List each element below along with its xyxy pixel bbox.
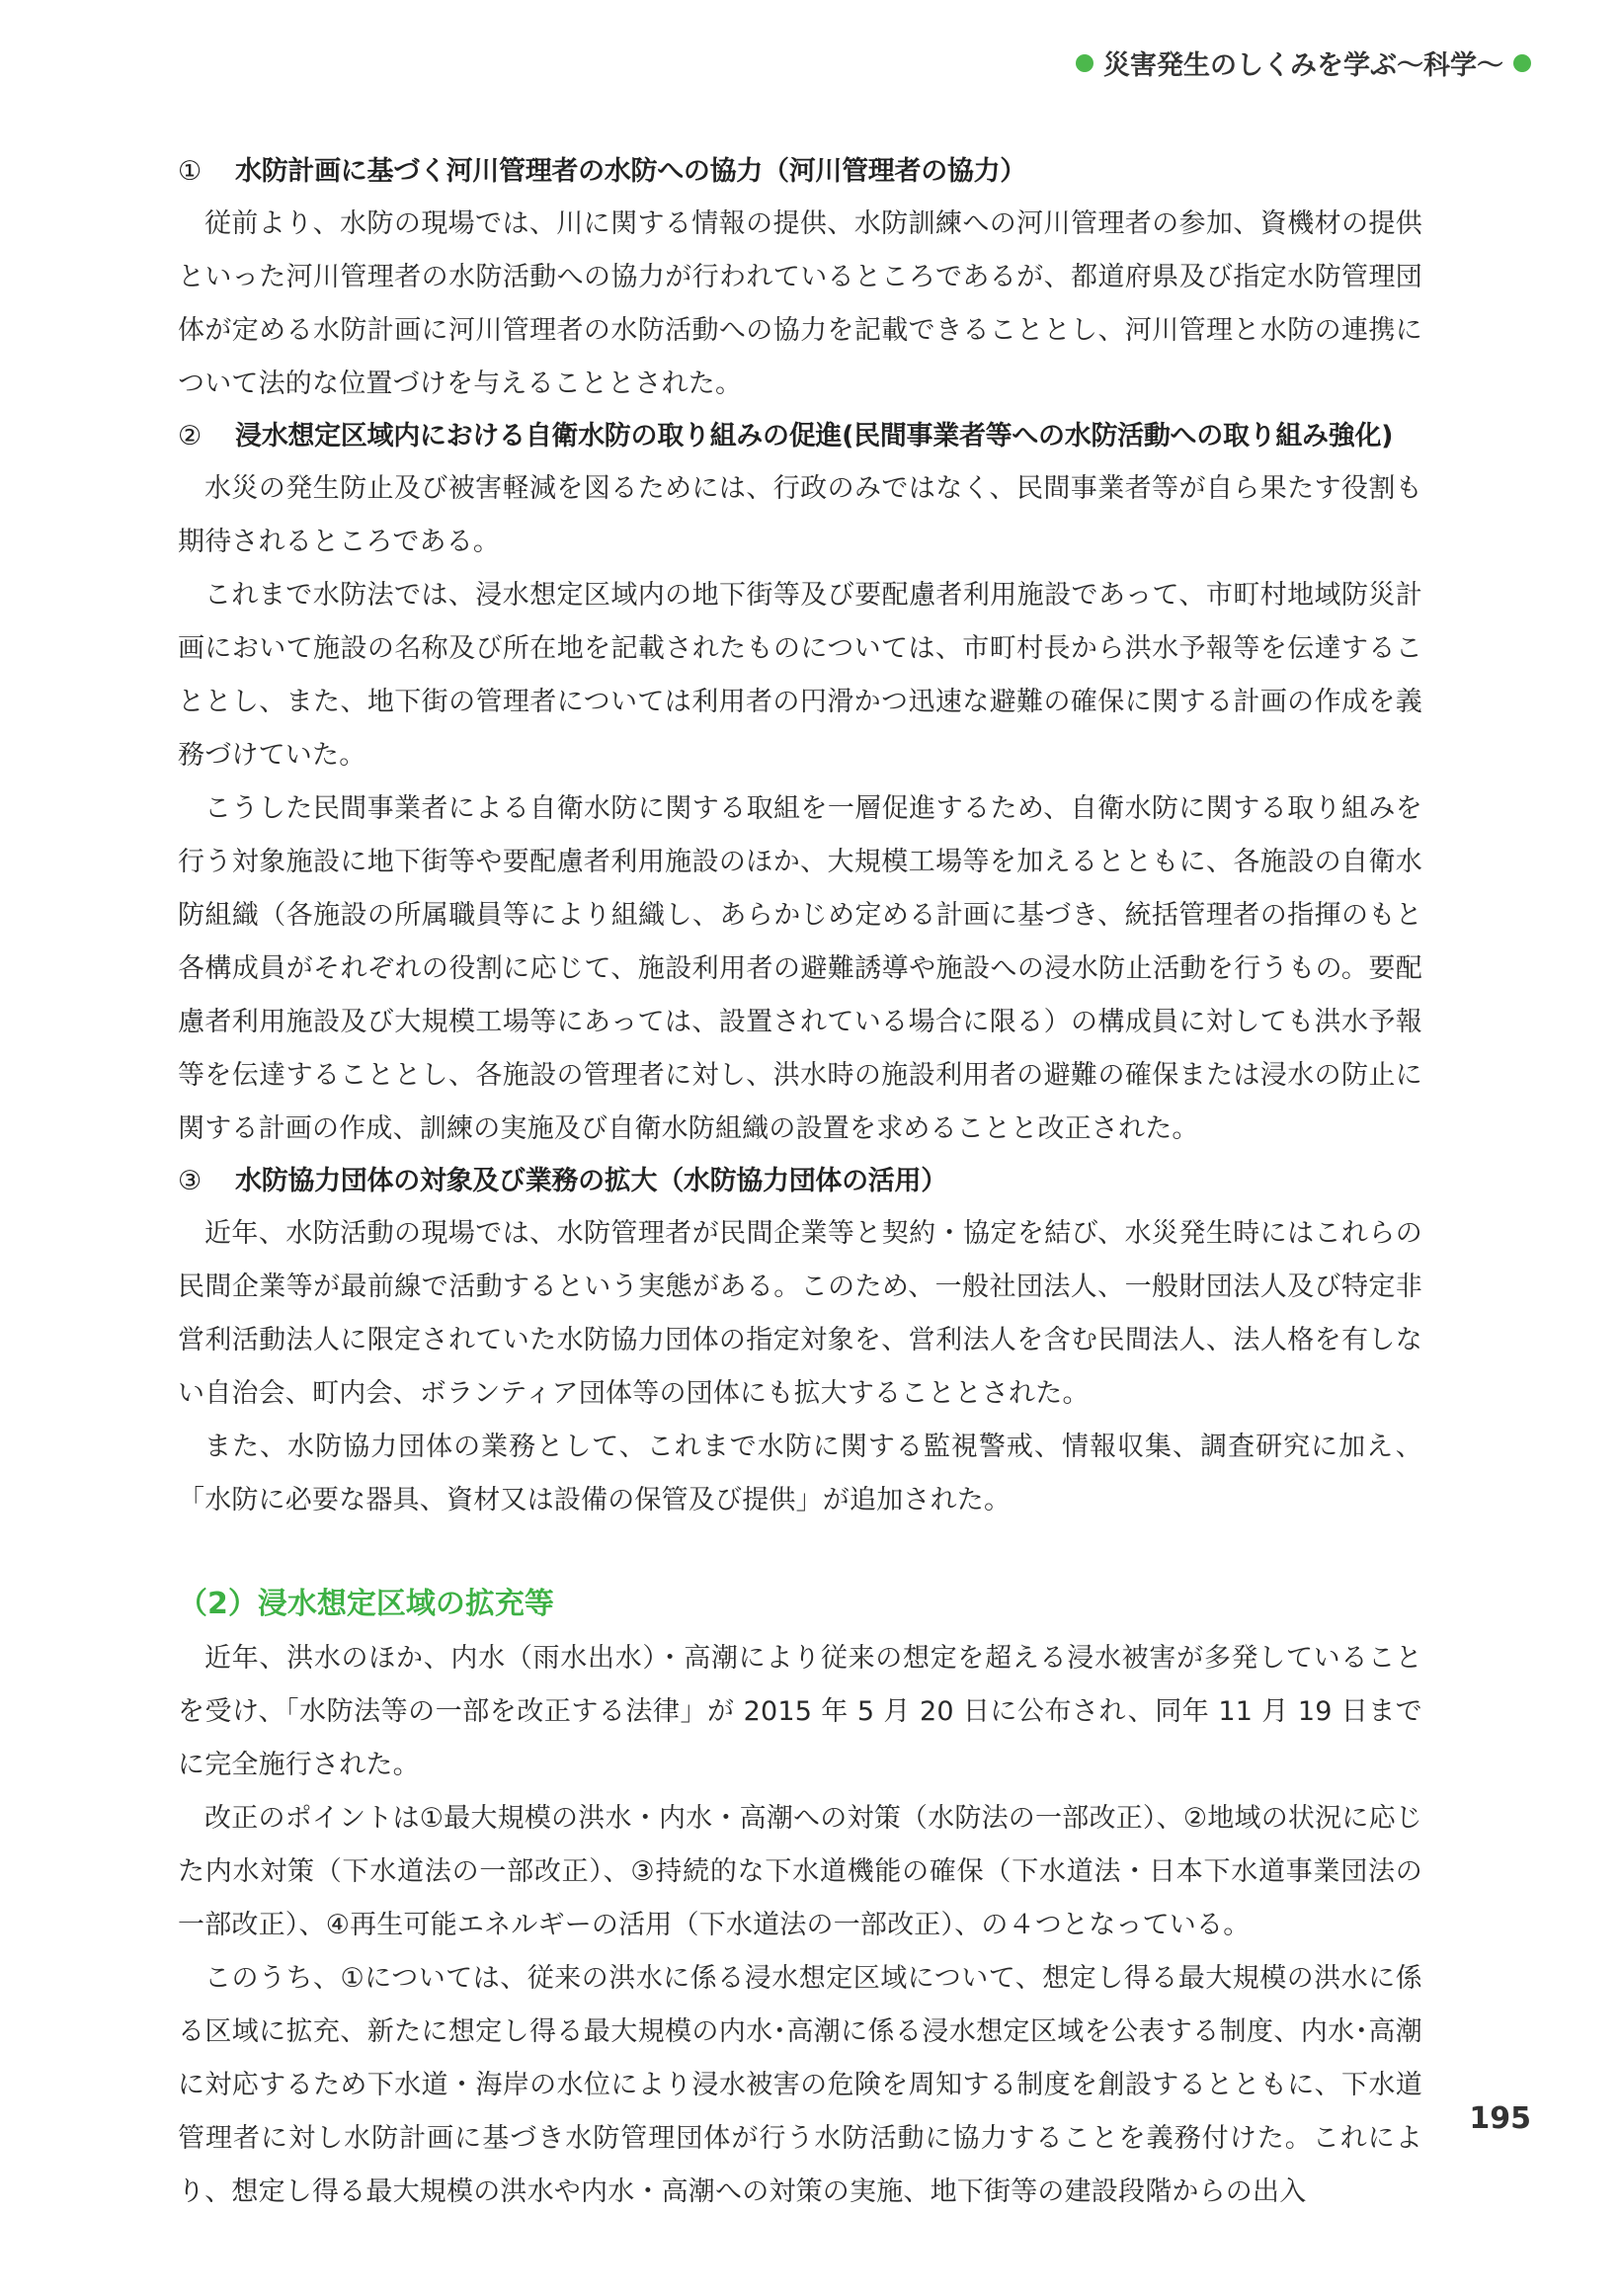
paragraph: 近年、洪水のほか、内水（雨水出水）・高潮により従来の想定を超える浸水被害が多発していることを受け、「水防法等の一部を改正する法律」が 2015 年 5 月 20 日に公布され、同年 11 月 19 日までに完全施行された。	[178, 1643, 1422, 1780]
subsection-heading-3: ③ 水防協力団体の対象及び業務の拡大（水防協力団体の活用）	[178, 1166, 947, 1196]
paragraph: 改正のポイントは①最大規模の洪水・内水・高潮への対策（水防法の一部改正）、②地域の状況に応じた内水対策（下水道法の一部改正）、③持続的な下水道機能の確保（下水道法・日本下水道事業団法の一部改正）、④再生可能エネルギーの活用（下水道法の一部改正）、の４つとなっている。	[178, 1803, 1422, 1940]
paragraph: こうした民間事業者による自衛水防に関する取組を一層促進するため、自衛水防に関する取り組みを行う対象施設に地下街等や要配慮者利用施設のほか、大規模工場等を加えるとともに、各施設の自衛水防組織（各施設の所属職員等により組織し、あらかじめ定める計画に基づき、統括管理者の指揮のもと各構成員がそれぞれの役割に応じて、施設利用者の避難誘導や施設への浸水防止活動を行うもの。要配慮者利用施設及び大規模工場等にあっては、設置されている場合に限る）の構成員に対しても洪水予報等を伝達することとし、各施設の管理者に対し、洪水時の施設利用者の避難の確保または浸水の防止に関する計画の作成、訓練の実施及び自衛水防組織の設置を求めることと改正された。	[178, 793, 1422, 1144]
page-number: 195	[1469, 2101, 1531, 2136]
paragraph: 近年、水防活動の現場では、水防管理者が民間企業等と契約・協定を結び、水災発生時にはこれらの民間企業等が最前線で活動するという実態がある。このため、一般社団法人、一般財団法人及び特定非営利活動法人に限定されていた水防協力団体の指定対象を、営利法人を含む民間法人、法人格を有しない自治会、町内会、ボランティア団体等の団体にも拡大することとされた。	[178, 1218, 1422, 1409]
paragraph: これまで水防法では、浸水想定区域内の地下街等及び要配慮者利用施設であって、市町村地域防災計画において施設の名称及び所在地を記載されたものについては、市町村長から洪水予報等を伝達することとし、また、地下街の管理者については利用者の円滑かつ迅速な避難の確保に関する計画の作成を義務づけていた。	[178, 580, 1422, 771]
subsection-heading-2: ② 浸水想定区域内における自衛水防の取り組みの促進(民間事業者等への水防活動への取り組み強化)	[178, 421, 1394, 451]
paragraph: また、水防協力団体の業務として、これまで水防に関する監視警戒、情報収集、調査研究に加え、「水防に必要な器具、資材又は設備の保管及び提供」が追加された。	[178, 1432, 1422, 1516]
green-dot-icon	[1513, 54, 1531, 72]
running-header	[1076, 43, 1531, 82]
green-dot-icon	[1076, 54, 1094, 72]
subsection-heading-1: ① 水防計画に基づく河川管理者の水防への協力（河川管理者の協力）	[178, 156, 1026, 187]
paragraph: 従前より、水防の現場では、川に関する情報の提供、水防訓練への河川管理者の参加、資機材の提供といった河川管理者の水防活動への協力が行われているところであるが、都道府県及び指定水防管理団体が定める水防計画に河川管理者の水防活動への協力を記載できることとし、河川管理と水防の連携について法的な位置づけを与えることとされた。	[178, 208, 1422, 399]
section-heading: （2）浸水想定区域の拡充等	[178, 1587, 554, 1621]
paragraph: このうち、①については、従来の洪水に係る浸水想定区域について、想定し得る最大規模の洪水に係る区域に拡充、新たに想定し得る最大規模の内水･高潮に係る浸水想定区域を公表する制度、内水･高潮に対応するため下水道・海岸の水位により浸水被害の危険を周知する制度を創設するとともに、下水道管理者に対し水防計画に基づき水防管理団体が行う水防活動に協力することを義務付けた。これにより、想定し得る最大規模の洪水や内水・高潮への対策の実施、地下街等の建設段階からの出入	[178, 1963, 1422, 2207]
paragraph: 水災の発生防止及び被害軽減を図るためには、行政のみではなく、民間事業者等が自ら果たす役割も期待されるところである。	[178, 473, 1422, 557]
running-header-title: 災害発生のしくみを学ぶ〜科学〜	[1103, 50, 1503, 81]
page-body	[178, 146, 1422, 2219]
